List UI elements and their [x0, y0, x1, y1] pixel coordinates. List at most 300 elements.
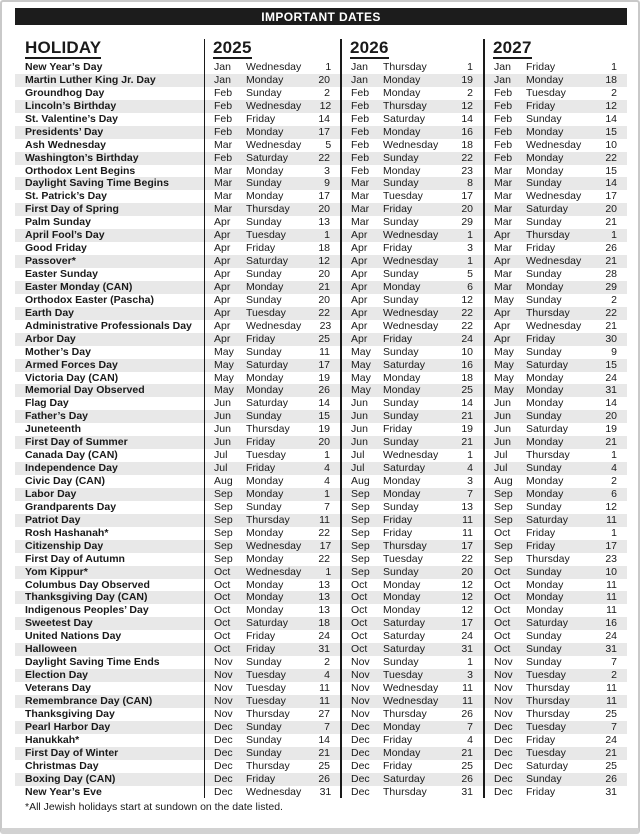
month: Apr: [494, 332, 511, 345]
date-2026: [340, 540, 483, 553]
day-number: 25: [461, 759, 473, 772]
day-number: 22: [461, 151, 473, 164]
date-2027: [483, 165, 627, 178]
holiday-name: Columbus Day Observed: [25, 578, 150, 591]
table-row: [15, 139, 627, 152]
weekday: Saturday: [526, 423, 569, 436]
weekday: Thursday: [383, 61, 427, 73]
day-number: 24: [461, 332, 473, 345]
month: Mar: [214, 203, 233, 216]
month: Dec: [214, 759, 233, 772]
date-2026: [340, 74, 483, 87]
table-row: [15, 734, 627, 747]
weekday: Wednesday: [383, 449, 439, 462]
weekday: Wednesday: [246, 565, 302, 578]
day-number: 9: [324, 177, 330, 190]
holiday-name: Orthodox Lent Begins: [25, 164, 136, 177]
holiday-name: St. Patrick’s Day: [25, 190, 107, 203]
day-number: 18: [318, 242, 330, 255]
weekday: Friday: [246, 630, 276, 643]
table-rows: [15, 61, 627, 798]
weekday: Thursday: [246, 759, 290, 772]
date-2025: [204, 553, 340, 566]
month: May: [494, 384, 514, 397]
page-title: IMPORTANT DATES: [261, 9, 381, 24]
holiday-name: Presidents’ Day: [25, 125, 104, 138]
month: Nov: [494, 656, 513, 669]
date-2027: [483, 760, 627, 773]
month: Mar: [214, 138, 233, 151]
table-row: [15, 708, 627, 721]
date-2025: [204, 87, 340, 100]
weekday: Sunday: [246, 268, 282, 280]
day-number: 29: [461, 216, 473, 229]
month: Apr: [351, 280, 368, 293]
day-number: 26: [461, 707, 473, 720]
weekday: Thursday: [526, 552, 570, 565]
day-number: 31: [605, 643, 617, 656]
date-2025: [204, 604, 340, 617]
date-2025: [204, 333, 340, 346]
date-2025: [204, 190, 340, 203]
date-2027: [483, 449, 627, 462]
day-number: 8: [467, 177, 473, 190]
month: Apr: [214, 242, 231, 255]
date-2025: [204, 734, 340, 747]
date-2027: [483, 501, 627, 514]
date-2027: [483, 695, 627, 708]
date-2026: [340, 501, 483, 514]
day-number: 12: [605, 99, 617, 112]
month: Nov: [351, 707, 370, 720]
day-number: 11: [606, 513, 617, 526]
day-number: 3: [324, 164, 330, 177]
date-2026: [340, 384, 483, 397]
weekday: Monday: [526, 436, 564, 449]
date-2027: [483, 384, 627, 397]
weekday: Wednesday: [383, 138, 439, 151]
day-number: 10: [461, 345, 473, 358]
month: Jun: [214, 397, 231, 410]
table-row: [15, 372, 627, 385]
table-row: [15, 294, 627, 307]
weekday: Sunday: [383, 500, 419, 513]
month: May: [494, 345, 514, 358]
holiday-name: Sweetest Day: [25, 617, 93, 630]
weekday: Sunday: [526, 410, 562, 423]
weekday: Tuesday: [246, 694, 286, 707]
holiday-name: Thanksgiving Day (CAN): [25, 591, 148, 604]
month: Jan: [494, 61, 511, 73]
weekday: Monday: [383, 746, 421, 759]
date-2027: [483, 708, 627, 721]
day-number: 31: [318, 643, 330, 656]
date-2026: [340, 113, 483, 126]
date-2025: [204, 61, 340, 74]
column-header-holiday: HOLIDAY: [25, 39, 102, 57]
month: Jan: [351, 61, 368, 73]
month: Jan: [214, 73, 231, 86]
weekday: Sunday: [383, 397, 419, 410]
month: Jun: [214, 410, 231, 423]
month: Mar: [494, 242, 513, 255]
month: Dec: [214, 785, 233, 798]
day-number: 5: [325, 138, 332, 151]
day-number: 1: [467, 255, 473, 268]
day-number: 31: [461, 643, 473, 656]
table-row: [15, 643, 627, 656]
day-number: 20: [461, 565, 473, 578]
table-row: [15, 152, 627, 165]
table-row: [15, 74, 627, 87]
date-2025: [204, 229, 340, 242]
month: Nov: [214, 682, 233, 694]
day-number: 12: [461, 293, 473, 306]
table-row: [15, 255, 627, 268]
weekday: Tuesday: [383, 190, 423, 203]
weekday: Friday: [526, 242, 556, 255]
weekday: Monday: [526, 475, 564, 487]
weekday: Friday: [526, 539, 556, 552]
table-row: [15, 669, 627, 682]
day-number: 21: [318, 280, 330, 293]
table-row: [15, 591, 627, 604]
date-2026: [340, 268, 483, 281]
day-number: 1: [467, 229, 473, 242]
day-number: 24: [605, 371, 617, 384]
month: Apr: [214, 255, 231, 268]
day-number: 11: [462, 694, 473, 707]
weekday: Friday: [246, 772, 276, 785]
day-number: 21: [318, 746, 330, 759]
table-row: [15, 695, 627, 708]
date-2027: [483, 721, 627, 734]
month: Feb: [351, 86, 370, 99]
day-number: 14: [461, 112, 473, 125]
holiday-name: Mother’s Day: [25, 345, 91, 358]
weekday: Saturday: [246, 151, 289, 164]
holiday-name: Father’s Day: [25, 410, 89, 423]
month: Aug: [351, 475, 370, 487]
table-row: [15, 786, 627, 799]
date-2027: [483, 229, 627, 242]
weekday: Sunday: [526, 345, 562, 358]
day-number: 1: [467, 656, 473, 669]
day-number: 1: [324, 487, 330, 500]
day-number: 10: [605, 565, 617, 578]
month: Nov: [214, 694, 233, 707]
holiday-name: Groundhog Day: [25, 86, 105, 99]
weekday: Friday: [383, 513, 413, 526]
month: Nov: [351, 669, 370, 682]
day-number: 1: [324, 449, 330, 462]
day-number: 22: [318, 151, 330, 164]
day-number: 14: [461, 397, 473, 410]
weekday: Monday: [383, 164, 421, 177]
month: Mar: [494, 177, 513, 190]
date-2025: [204, 527, 340, 540]
month: Nov: [351, 656, 370, 669]
holiday-name: Washington’s Birthday: [25, 151, 139, 164]
date-2026: [340, 165, 483, 178]
weekday: Thursday: [246, 513, 290, 526]
day-number: 27: [318, 707, 330, 720]
weekday: Sunday: [526, 643, 562, 656]
date-2025: [204, 721, 340, 734]
month: Dec: [494, 733, 513, 746]
table-row: [15, 87, 627, 100]
date-2026: [340, 307, 483, 320]
date-2025: [204, 630, 340, 643]
date-2026: [340, 320, 483, 333]
date-2026: [340, 591, 483, 604]
month: Feb: [494, 112, 513, 125]
weekday: Sunday: [526, 630, 562, 643]
month: Jan: [494, 73, 511, 86]
weekday: Monday: [526, 591, 564, 604]
holiday-name: Earth Day: [25, 306, 75, 319]
date-2026: [340, 281, 483, 294]
month: Oct: [351, 604, 368, 617]
day-number: 4: [324, 475, 330, 487]
day-number: 20: [318, 203, 330, 216]
weekday: Monday: [526, 487, 564, 500]
month: Sep: [351, 552, 370, 565]
date-2025: [204, 591, 340, 604]
weekday: Saturday: [383, 630, 426, 643]
date-2027: [483, 152, 627, 165]
holiday-name: Boxing Day (CAN): [25, 772, 116, 785]
date-2026: [340, 721, 483, 734]
date-2026: [340, 87, 483, 100]
holiday-name: Independence Day: [25, 462, 118, 475]
month: May: [351, 345, 371, 358]
month: Nov: [351, 682, 370, 694]
day-number: 5: [467, 268, 473, 280]
day-number: 1: [324, 229, 330, 242]
date-2027: [483, 255, 627, 268]
month: Apr: [494, 319, 511, 332]
weekday: Wednesday: [526, 190, 582, 203]
month: Oct: [214, 591, 231, 604]
holiday-name: Easter Monday (CAN): [25, 280, 133, 293]
month: Jun: [494, 397, 511, 410]
date-2027: [483, 540, 627, 553]
month: Apr: [351, 255, 368, 268]
day-number: 21: [605, 255, 617, 268]
day-number: 20: [318, 73, 330, 86]
weekday: Monday: [246, 164, 284, 177]
date-2026: [340, 475, 483, 488]
weekday: Monday: [246, 578, 284, 591]
date-2026: [340, 747, 483, 760]
day-number: 21: [461, 746, 473, 759]
holiday-name: First Day of Winter: [25, 746, 119, 759]
day-number: 15: [605, 358, 617, 371]
month: Nov: [494, 669, 513, 682]
weekday: Saturday: [526, 203, 569, 216]
date-2026: [340, 527, 483, 540]
weekday: Tuesday: [383, 552, 423, 565]
month: May: [214, 358, 234, 371]
day-number: 7: [611, 656, 617, 669]
day-number: 21: [461, 410, 473, 423]
weekday: Sunday: [526, 112, 562, 125]
table-row: [15, 721, 627, 734]
day-number: 26: [605, 242, 617, 255]
holiday-name: Rosh Hashanah*: [25, 526, 109, 539]
month: Apr: [494, 306, 511, 319]
title-bar: [15, 8, 627, 25]
table-row: [15, 165, 627, 178]
day-number: 18: [605, 73, 617, 86]
holiday-name: Arbor Day: [25, 332, 76, 345]
holiday-name: Passover*: [25, 255, 76, 268]
month: Feb: [494, 138, 513, 151]
day-number: 22: [318, 526, 330, 539]
holiday-name: Hanukkah*: [25, 733, 80, 746]
weekday: Saturday: [383, 358, 426, 371]
date-2026: [340, 423, 483, 436]
day-number: 11: [606, 591, 617, 604]
month: Nov: [214, 656, 233, 669]
month: Apr: [214, 229, 231, 242]
day-number: 4: [611, 462, 617, 475]
month: Mar: [351, 216, 370, 229]
weekday: Wednesday: [526, 255, 582, 268]
day-number: 4: [324, 669, 330, 682]
month: Oct: [214, 643, 231, 656]
date-2025: [204, 320, 340, 333]
date-2026: [340, 604, 483, 617]
date-2025: [204, 410, 340, 423]
weekday: Monday: [526, 280, 564, 293]
weekday: Sunday: [246, 656, 282, 669]
holiday-name: April Fool’s Day: [25, 229, 105, 242]
date-2027: [483, 203, 627, 216]
day-number: 11: [462, 513, 473, 526]
month: Mar: [214, 177, 233, 190]
date-2027: [483, 591, 627, 604]
weekday: Friday: [246, 643, 276, 656]
holiday-name: Canada Day (CAN): [25, 449, 118, 462]
weekday: Monday: [383, 591, 421, 604]
date-2026: [340, 708, 483, 721]
month: Feb: [214, 86, 233, 99]
month: Oct: [214, 604, 231, 617]
weekday: Saturday: [246, 255, 289, 268]
date-2025: [204, 669, 340, 682]
day-number: 20: [318, 436, 330, 449]
month: Sep: [351, 565, 370, 578]
holiday-name: Yom Kippur*: [25, 565, 88, 578]
day-number: 11: [319, 682, 330, 694]
table-row: [15, 760, 627, 773]
weekday: Sunday: [526, 268, 562, 280]
date-2025: [204, 695, 340, 708]
header-row: [15, 25, 627, 61]
month: Dec: [494, 772, 513, 785]
weekday: Thursday: [383, 539, 427, 552]
weekday: Tuesday: [246, 669, 286, 682]
month: Sep: [494, 487, 513, 500]
month: Nov: [494, 694, 513, 707]
month: May: [494, 293, 514, 306]
month: Feb: [351, 112, 370, 125]
date-2027: [483, 87, 627, 100]
date-2026: [340, 372, 483, 385]
weekday: Monday: [526, 578, 564, 591]
weekday: Sunday: [383, 216, 419, 229]
month: Sep: [214, 487, 233, 500]
date-2025: [204, 255, 340, 268]
month: Oct: [494, 578, 511, 591]
weekday: Sunday: [246, 410, 282, 423]
date-2027: [483, 177, 627, 190]
month: May: [494, 371, 514, 384]
month: Nov: [214, 707, 233, 720]
weekday: Sunday: [246, 500, 282, 513]
month: Dec: [214, 733, 233, 746]
day-number: 11: [319, 345, 330, 358]
date-2025: [204, 617, 340, 630]
weekday: Wednesday: [246, 539, 302, 552]
weekday: Monday: [246, 487, 284, 500]
day-number: 15: [605, 164, 617, 177]
month: Apr: [214, 332, 231, 345]
month: Feb: [351, 99, 370, 112]
weekday: Sunday: [526, 462, 562, 475]
weekday: Sunday: [526, 500, 562, 513]
day-number: 1: [467, 449, 473, 462]
day-number: 20: [318, 268, 330, 280]
table-row: [15, 410, 627, 423]
date-2026: [340, 203, 483, 216]
month: Apr: [214, 319, 231, 332]
day-number: 12: [461, 99, 473, 112]
weekday: Wednesday: [526, 319, 582, 332]
weekday: Saturday: [246, 617, 289, 630]
date-2025: [204, 501, 340, 514]
date-2027: [483, 281, 627, 294]
day-number: 2: [324, 656, 330, 669]
month: Aug: [494, 475, 513, 487]
date-2025: [204, 139, 340, 152]
date-2025: [204, 113, 340, 126]
day-number: 17: [319, 539, 332, 552]
day-number: 13: [318, 216, 330, 229]
weekday: Sunday: [526, 216, 562, 229]
holiday-name: Indigenous Peoples’ Day: [25, 604, 149, 617]
date-2025: [204, 773, 340, 786]
holiday-name: Grandparents Day: [25, 500, 117, 513]
month: Dec: [494, 785, 513, 798]
table-row: [15, 307, 627, 320]
weekday: Monday: [246, 125, 284, 138]
day-number: 21: [605, 216, 617, 229]
month: Oct: [494, 643, 511, 656]
weekday: Wednesday: [383, 229, 439, 242]
weekday: Sunday: [246, 345, 282, 358]
table-row: [15, 656, 627, 669]
day-number: 31: [605, 384, 617, 397]
weekday: Friday: [246, 112, 276, 125]
month: Oct: [494, 565, 511, 578]
day-number: 1: [611, 61, 617, 73]
month: Jun: [351, 423, 368, 436]
month: Mar: [351, 177, 370, 190]
table-row: [15, 320, 627, 333]
